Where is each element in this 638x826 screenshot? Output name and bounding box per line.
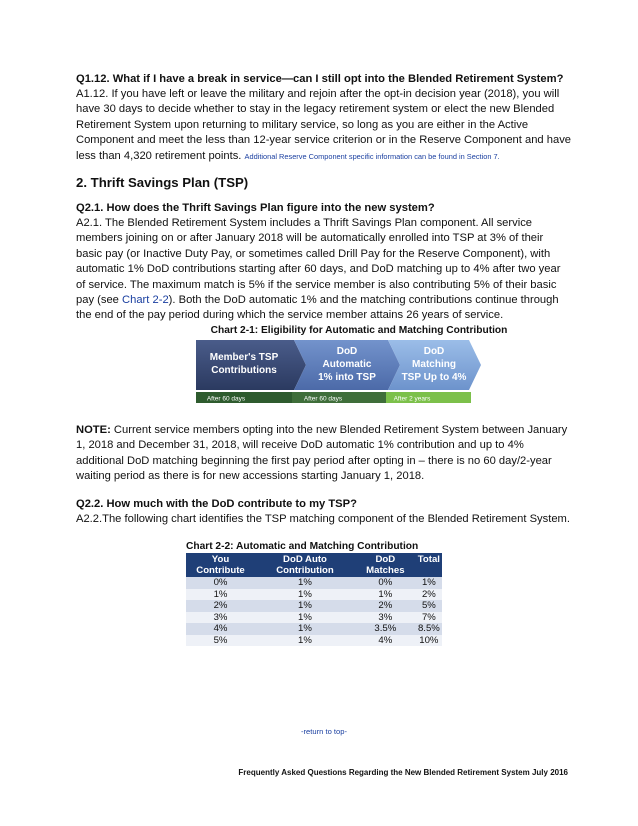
table-row	[186, 577, 442, 589]
contribution-table	[186, 553, 442, 647]
note-text: Current service members opting into the new Blended Retirement System between January 1, 2018 and December 31, 2018, will receive DoD automatic 1% contribution and up to 4% additional DoD matching beginning the first pay period after opting in – there is no 60 day/2-year waiting period as there is for new accessions starting January 1, 2018.	[76, 423, 568, 483]
cell-total: 2%	[416, 589, 442, 601]
step-2-line2: Automatic	[322, 358, 372, 370]
cell-auto: 1%	[255, 612, 355, 624]
table-row	[186, 623, 442, 635]
cell-you: 3%	[186, 612, 255, 624]
cell-you: 1%	[186, 589, 255, 601]
step-1-line1: Member's TSP	[209, 351, 279, 363]
table-row	[186, 589, 442, 601]
table-row	[186, 612, 442, 624]
section-2-heading: 2. Thrift Savings Plan (TSP)	[76, 175, 249, 191]
chart-2-2-link[interactable]: Chart 2-2	[122, 294, 169, 307]
cell-you: 4%	[186, 623, 255, 635]
chart-2-2-title: Chart 2-2: Automatic and Matching Contribution	[186, 540, 419, 552]
header-you-contribute: You Contribute	[186, 553, 255, 577]
cell-match: 2%	[355, 600, 416, 612]
chart-2-1-title: Chart 2-1: Eligibility for Automatic and Matching Contribution	[210, 324, 508, 336]
answer-1-12-text: A1.12. If you have left or leave the military and rejoin after the opt-in decision year (2018), you will have 30 days to decide whether to stay in the legacy retirement system or elect the new Blended Retirement System upon returning to military service, so long as you are either in the Active Component and meet the less than 12-year service criterion or in the Reserve Component and have less than 4,320 retirement points.	[76, 88, 572, 162]
step-3-line3: TSP Up to 4%	[401, 371, 467, 383]
header-total: Total	[416, 553, 442, 577]
table-header-row	[186, 553, 442, 577]
cell-you: 2%	[186, 600, 255, 612]
cell-auto: 1%	[255, 635, 355, 647]
answer-2-2: A2.2.The following chart identifies the TSP matching component of the Blended Retirement System.	[76, 512, 570, 525]
step-1-footer: After 60 days	[206, 395, 246, 403]
cell-auto: 1%	[255, 577, 355, 589]
cell-you: 0%	[186, 577, 255, 589]
note-paragraph	[76, 423, 572, 485]
document-page	[76, 72, 572, 777]
answer-1-12	[76, 87, 572, 164]
header-dod-matches: DoD Matches	[355, 553, 416, 577]
answer-2-1	[76, 216, 572, 324]
step-3-footer: After 2 years	[393, 395, 431, 403]
cell-match: 3%	[355, 612, 416, 624]
step-2-line1: DoD	[336, 345, 358, 357]
cell-auto: 1%	[255, 589, 355, 601]
cell-total: 7%	[416, 612, 442, 624]
question-2-1: Q2.1. How does the Thrift Savings Plan figure into the new system?	[76, 202, 435, 215]
cell-match: 3.5%	[355, 623, 416, 635]
reserve-component-link[interactable]: Additional Reserve Component specific information can be found in Section 7.	[244, 151, 500, 161]
step-1-line2: Contributions	[211, 364, 277, 376]
cell-total: 8.5%	[416, 623, 442, 635]
cell-match: 4%	[355, 635, 416, 647]
step-2-line3: 1% into TSP	[318, 371, 376, 383]
cell-total: 1%	[416, 577, 442, 589]
cell-you: 5%	[186, 635, 255, 647]
step-3-line1: DoD	[423, 345, 445, 357]
table-row	[186, 600, 442, 612]
step-2-footer: After 60 days	[303, 395, 343, 403]
cell-total: 5%	[416, 600, 442, 612]
cell-total: 10%	[416, 635, 442, 647]
cell-auto: 1%	[255, 600, 355, 612]
table-row	[186, 635, 442, 647]
question-1-12: Q1.12. What if I have a break in service—can I still opt into the Blended Retirement System?	[76, 73, 564, 85]
return-to-top-link[interactable]: -return to top-	[300, 727, 347, 736]
answer-2-1-part1: A2.1. The Blended Retirement System includes a Thrift Savings Plan component. All service members joining on or after January 2018 will be automatically enrolled into TSP at 3% of their basic pay (or Inactive Duty Pay, or sometimes called Drill Pay for the Reserve Component), with automatic 1% DoD contributions starting after 60 days, and DoD matching up to 4% after two year of service. The maximum match is 5% if the service member is also contributing 5% of their basic pay (see	[76, 217, 561, 307]
cell-match: 0%	[355, 577, 416, 589]
question-2-2: Q2.2. How much with the DoD contribute to my TSP?	[76, 497, 357, 510]
eligibility-process-diagram	[196, 340, 481, 403]
header-dod-auto: DoD Auto Contribution	[255, 553, 355, 577]
cell-match: 1%	[355, 589, 416, 601]
note-label: NOTE:	[76, 423, 111, 436]
answer-2-1-part2: ). Both the DoD automatic 1% and the matching contributions continue through the end of the pay period during which the service member attains 26 years of service.	[76, 294, 559, 322]
step-3-line2: Matching	[412, 358, 456, 370]
page-footer: Frequently Asked Questions Regarding the New Blended Retirement System July 2016	[238, 768, 568, 777]
cell-auto: 1%	[255, 623, 355, 635]
